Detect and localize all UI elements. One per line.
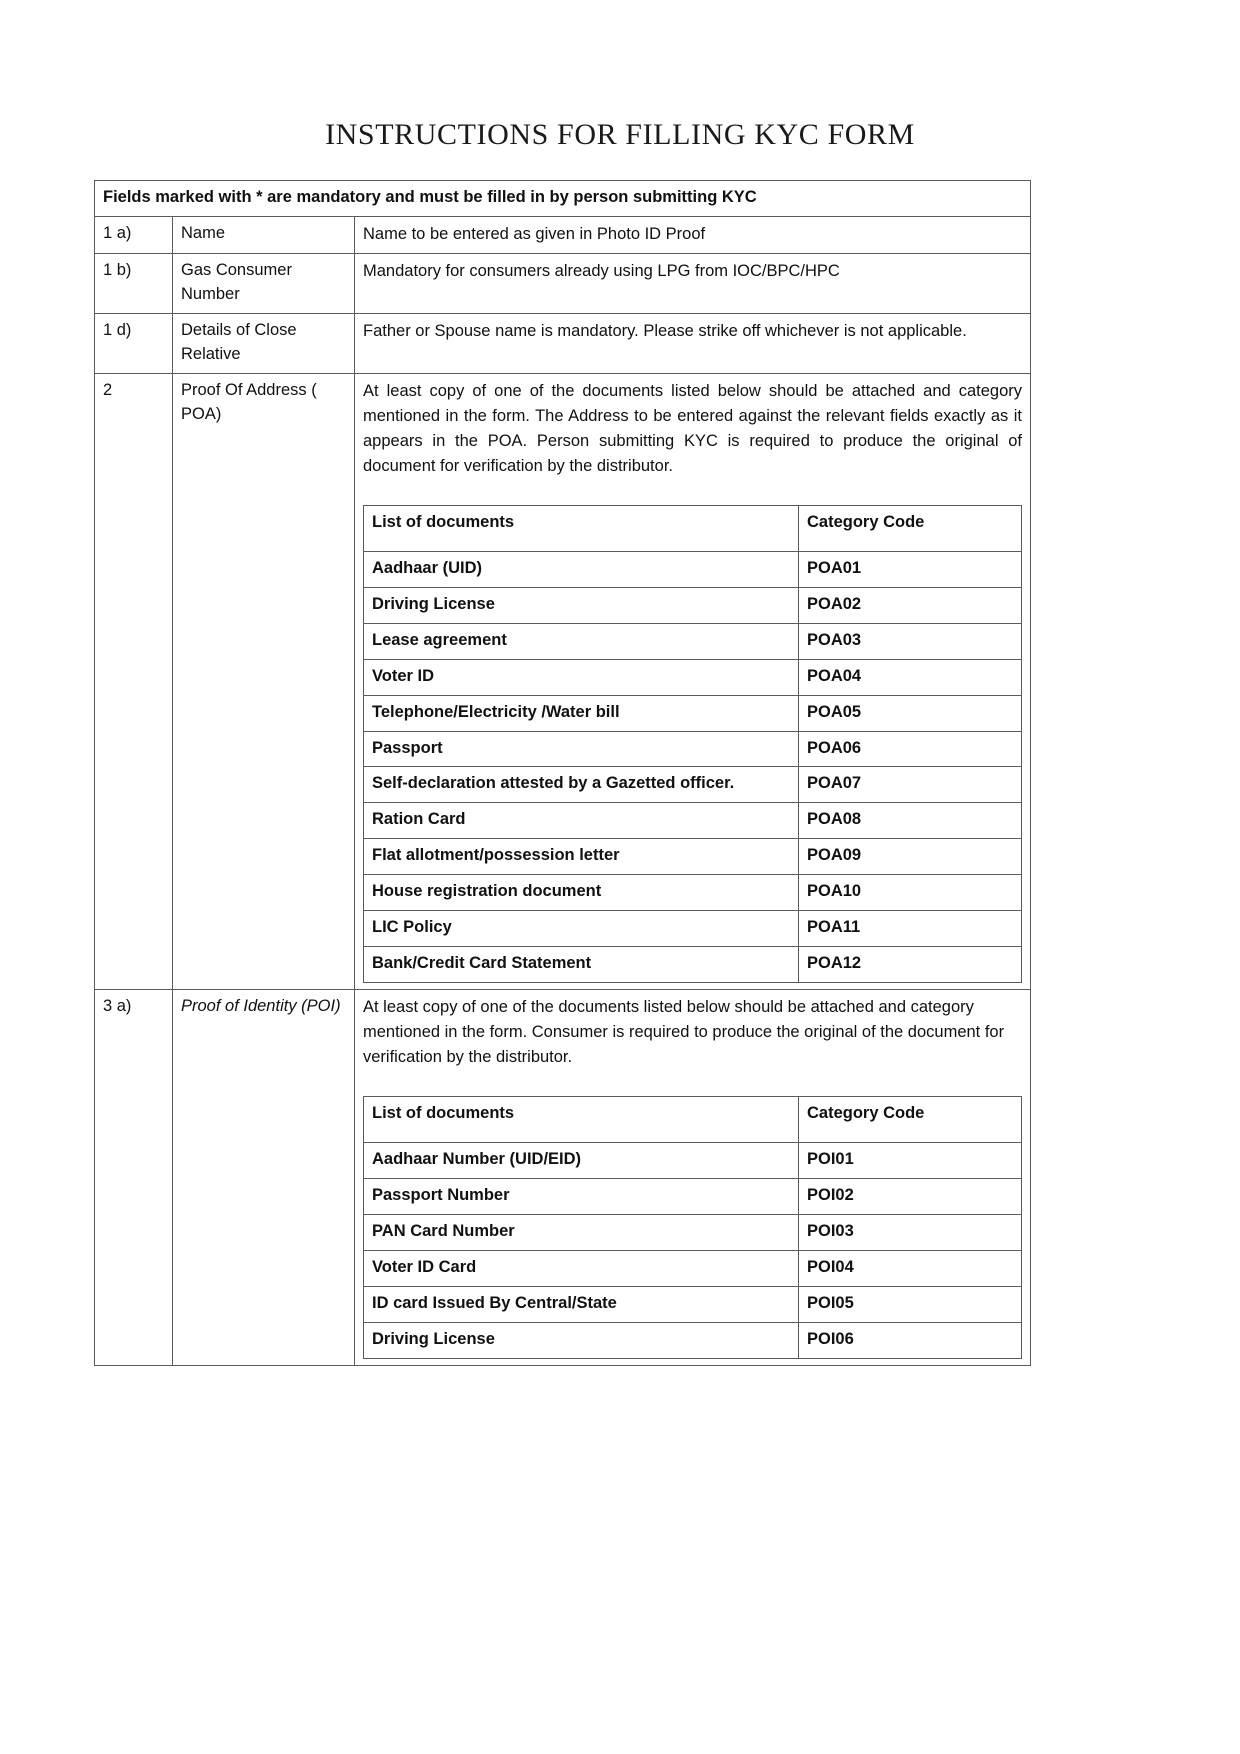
doclist-item-name: Driving License [364,1322,799,1358]
doclist-item-name: Aadhaar Number (UID/EID) [364,1143,799,1179]
description-text: Mandatory for consumers already using LPG from IOC/BPC/HPC [363,262,840,280]
mandatory-fields-banner: Fields marked with * are mandatory and must be filled in by person submitting KYC [95,181,1031,217]
row-field-name: Gas Consumer Number [173,254,355,314]
row-field-name: Details of Close Relative [173,313,355,373]
doclist-item-name: Voter ID [364,659,799,695]
doclist-item-code: POI03 [799,1214,1022,1250]
doclist-item [364,839,1022,875]
row-description [355,254,1031,314]
doclist-item-name: Ration Card [364,803,799,839]
doclist-item-code: POI04 [799,1250,1022,1286]
row-number: 1 a) [95,216,173,253]
description-text: Father or Spouse name is mandatory. Please strike off whichever is not applicable. [363,321,967,340]
table-row-poi [95,989,1031,1365]
doclist-item [364,1179,1022,1215]
doclist-item [364,695,1022,731]
row-description [355,373,1031,989]
doclist-item [364,659,1022,695]
row-field-name: Proof Of Address ( POA) [173,373,355,989]
doclist-header-code: Category Code [799,506,1022,552]
doclist-item [364,875,1022,911]
doclist-item-code: POI01 [799,1143,1022,1179]
table-row [95,254,1031,314]
doclist-item-code: POA10 [799,875,1022,911]
doclist-item [364,1214,1022,1250]
doclist-item-name: Lease agreement [364,623,799,659]
row-description [355,989,1031,1365]
row-field-name: Proof of Identity (POI) [173,989,355,1365]
doclist-item-code: POA09 [799,839,1022,875]
description-text: Name to be entered as given in Photo ID Proof [363,224,706,243]
description-text: At least copy of one of the documents listed below should be attached and category mentioned in the form. The Address to be entered against the relevant fields exactly as it appears in the POA. Person submitting KYC is required to produce the original of document for verification by the distributor. [363,381,1023,475]
instructions-table [94,180,1031,1366]
doclist-item-code: POA11 [799,911,1022,947]
doclist-item [364,623,1022,659]
doclist-item [364,947,1022,983]
doclist-item-name: Bank/Credit Card Statement [364,947,799,983]
table-row-banner [95,181,1031,217]
page-title: INSTRUCTIONS FOR FILLING KYC FORM [325,118,915,151]
doclist-item [364,1143,1022,1179]
row-field-name: Name [173,216,355,253]
doclist-item-name: Passport [364,731,799,767]
row-number: 2 [95,373,173,989]
doclist-item-code: POI06 [799,1322,1022,1358]
table-row [95,313,1031,373]
doclist-header-code: Category Code [799,1097,1022,1143]
doclist-item-name: Self-declaration attested by a Gazetted officer. [364,767,799,803]
doclist-header-row [364,1097,1022,1143]
doclist-item [364,911,1022,947]
doclist-item-name: PAN Card Number [364,1214,799,1250]
doclist-item-code: POA07 [799,767,1022,803]
doclist-item-name: LIC Policy [364,911,799,947]
doclist-item-code: POA01 [799,551,1022,587]
poa-document-list [363,505,1022,983]
description-text: At least copy of one of the documents listed below should be attached and category mentioned in the form. Consumer is required to produce the original of the document for verification by the distributor. [363,997,1005,1067]
poi-document-list [363,1096,1022,1358]
table-row [95,216,1031,253]
doclist-item-code: POA04 [799,659,1022,695]
doclist-item-code: POA02 [799,587,1022,623]
doclist-header-documents: List of documents [364,506,799,552]
doclist-item-name: Aadhaar (UID) [364,551,799,587]
doclist-item-name: Voter ID Card [364,1250,799,1286]
doclist-item-name: Flat allotment/possession letter [364,839,799,875]
doclist-item [364,803,1022,839]
doclist-item-name: ID card Issued By Central/State [364,1286,799,1322]
doclist-item-code: POA05 [799,695,1022,731]
doclist-item-name: Passport Number [364,1179,799,1215]
doclist-item [364,1286,1022,1322]
doclist-item-name: Driving License [364,587,799,623]
doclist-item [364,767,1022,803]
doclist-item-code: POI05 [799,1286,1022,1322]
doclist-item [364,587,1022,623]
doclist-item [364,731,1022,767]
doclist-header-documents: List of documents [364,1097,799,1143]
doclist-item-code: POA08 [799,803,1022,839]
row-description [355,216,1031,253]
doclist-item [364,1250,1022,1286]
row-number: 1 d) [95,313,173,373]
doclist-item-code: POA06 [799,731,1022,767]
doclist-item-code: POI02 [799,1179,1022,1215]
doclist-item-code: POA03 [799,623,1022,659]
doclist-item [364,551,1022,587]
doclist-item-name: Telephone/Electricity /Water bill [364,695,799,731]
table-row-poa [95,373,1031,989]
doclist-item-name: House registration document [364,875,799,911]
row-number: 1 b) [95,254,173,314]
doclist-header-row [364,506,1022,552]
doclist-item [364,1322,1022,1358]
doclist-item-code: POA12 [799,947,1022,983]
row-description [355,313,1031,373]
row-number: 3 a) [95,989,173,1365]
